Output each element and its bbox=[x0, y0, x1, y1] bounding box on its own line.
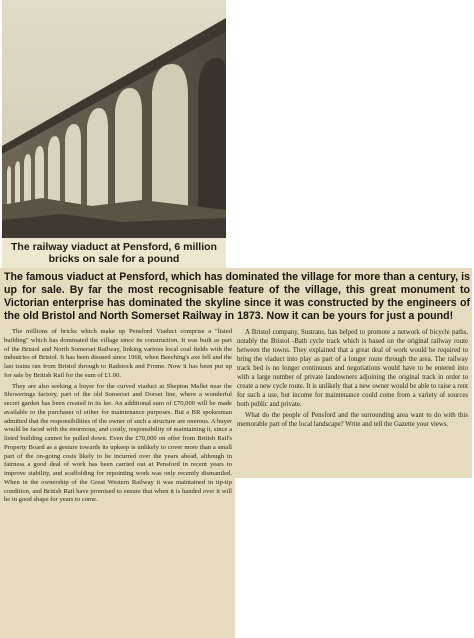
left-column bbox=[4, 328, 232, 507]
right-column bbox=[237, 328, 468, 432]
right-paragraph-1: A Bristol company, Sustrans, has helped to promote a network of bicycle paths, notably the Bristol -Bath cycle track which is based on the original railway route between the towns. They explained that a great deal of work would be required to bring the viaduct into play as part of a longer route through the area. The railway track bed is no longer continuous and negotiations would have to be entered into with a large number of private landowners adjoining the original track in order to create a new cycle route. It is unlikely that a new owner would be able to raise a rent for such a use, but income for maintenance could come from a variety of sources both public and private. bbox=[237, 329, 468, 409]
right-paragraph-2: What do the people of Pensford and the surrounding area want to do with this memorable part of the local landscape? Write and tell the Gazette your views. bbox=[237, 412, 468, 429]
viaduct-image bbox=[2, 0, 226, 238]
article-headline: The famous viaduct at Pensford, which has dominated the village for more than a century, is up for sale. By far the most recognisable feature of the village, this great monument to Victorian enterprise has dominated the skyline since it was constructed by the engineers of the old Bristol and North Somerset Railway in 1873. Now it can be yours for just a pound! bbox=[4, 271, 470, 322]
left-column-clipping bbox=[0, 326, 235, 638]
photo-clipping bbox=[2, 0, 226, 270]
viaduct-photo bbox=[2, 0, 226, 238]
photo-caption: The railway viaduct at Pensford, 6 million bricks on sale for a pound bbox=[11, 241, 217, 265]
left-paragraph-2: They are also seeking a buyer for the curved viaduct at Shepton Mallet near the Showerings factory, part of the old Somerset and Dorset line, where a wonderful secret garden has been created in its lee. An additional sum of £70,000 will be made available to the purchaser of either for maintenance purposes. But a BR spokesman admitted that the responsibilities of the owner of such a structure are onerous. A buyer would be faced with the enormous, and costly, responsibility of maintaining it, since a listed building cannot be pulled down. Even the £70,000 on offer from British Rail's Property Board as a gesture towards its upkeep is unlikely to cover more than a small part of the on-going costs likely to be incurred over the years ahead, although in fairness a good deal of work has been carried out at Pensford in recent years to improve stability, and scaffolding for repointing work was only recently dismantled. When in the ownership of the Great Western Railway it was maintained in tip-tip condition, and British Rail have promised to ensure that when it is handed over it will be in good shape for years to come. bbox=[4, 382, 232, 504]
right-column-clipping bbox=[235, 326, 472, 478]
left-paragraph-1: The millions of bricks which make up Pensford Viaduct comprise a "listed building" which has dominated the village since its construction. It was built as part of the Bristol and North Somerset Railway, linking various local coal fields with the industries of Bristol. It has been disused since 1968, when Beeching's axe fell and the last trains ran from Bristol through to Radstock and Frome. Now it has been put up for sale by British Rail for the sum of £1.00. bbox=[4, 328, 232, 379]
